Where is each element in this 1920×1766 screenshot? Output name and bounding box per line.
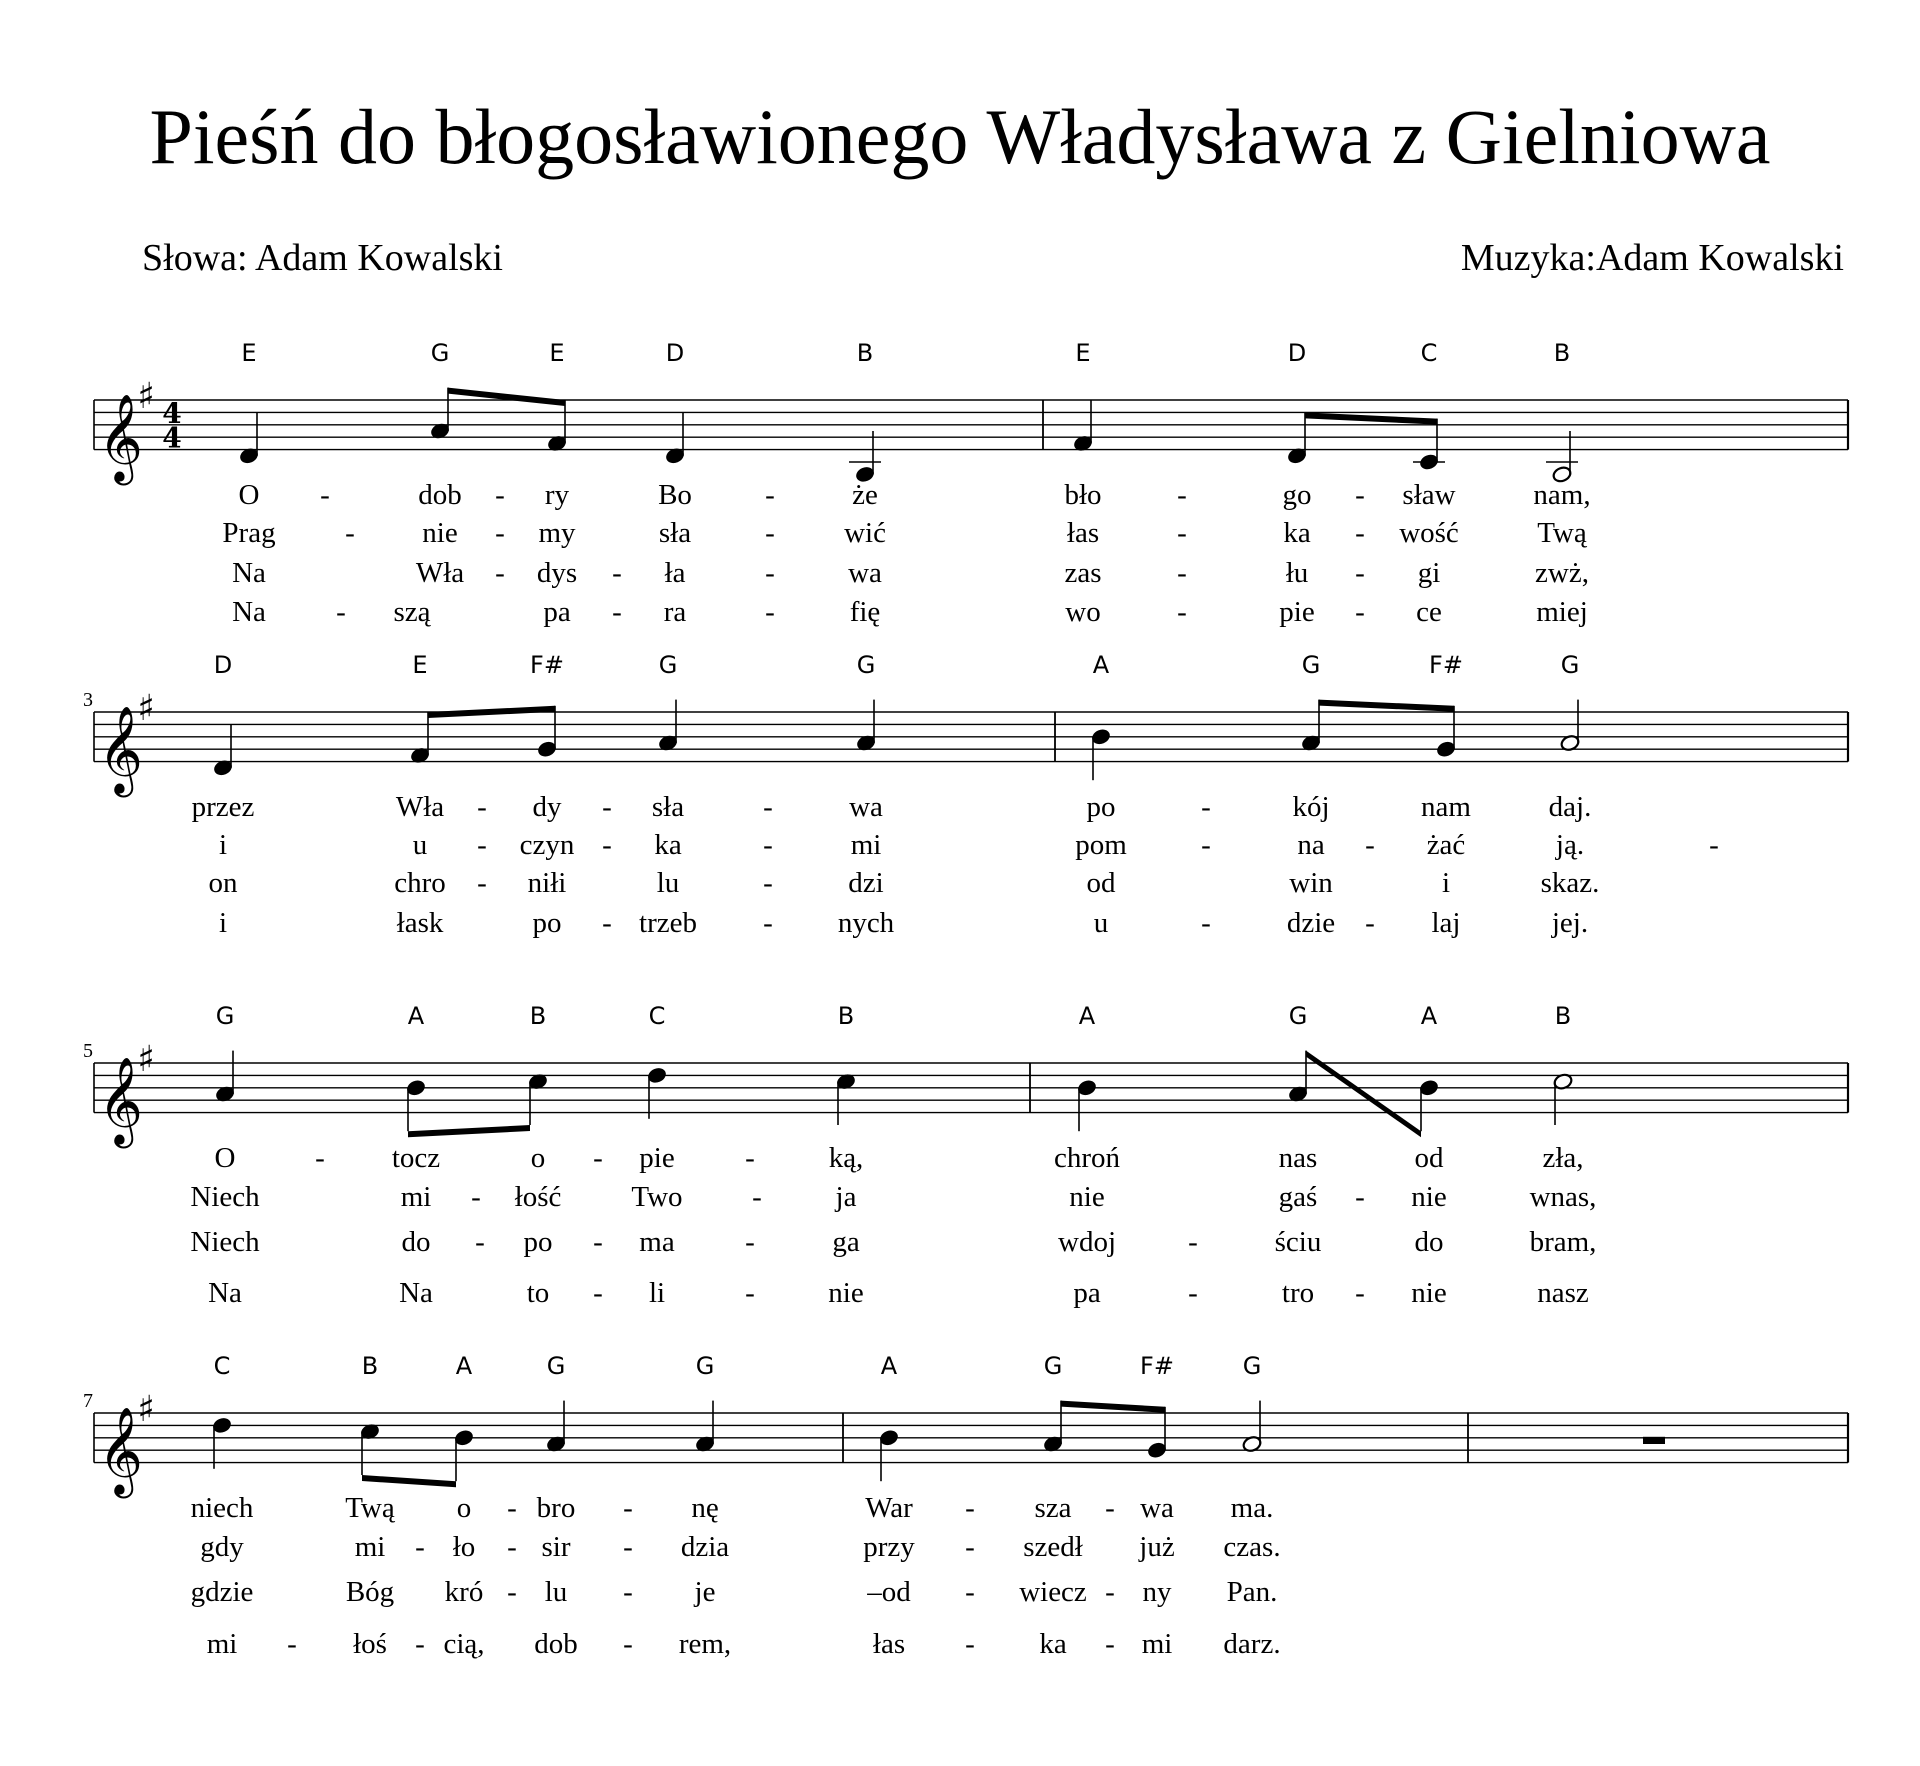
beam xyxy=(1305,412,1437,424)
lyric-syllable: ma. xyxy=(1230,1492,1274,1524)
lyric-syllable: jej. xyxy=(1551,907,1589,939)
lyric-syllable: pa xyxy=(1073,1277,1101,1309)
lyric-syllable: mi xyxy=(850,829,882,861)
lyric-hyphen: - xyxy=(1201,907,1211,939)
chord-symbol: A xyxy=(1420,1002,1438,1030)
lyric-syllable: Wła xyxy=(395,791,445,823)
lyric-hyphen: - xyxy=(593,1142,603,1174)
measure-number: 5 xyxy=(83,1040,93,1062)
lyric-syllable: do xyxy=(401,1226,431,1258)
lyric-syllable: o xyxy=(456,1492,472,1524)
lyric-hyphen: - xyxy=(1188,1277,1198,1309)
lyric-hyphen: - xyxy=(336,596,346,628)
lyric-syllable: po xyxy=(1086,791,1116,823)
lyric-syllable: lu xyxy=(544,1576,568,1608)
measure-number: 3 xyxy=(83,689,93,711)
lyric-hyphen: - xyxy=(623,1628,633,1660)
lyric-hyphen: - xyxy=(745,1226,755,1258)
lyric-hyphen: - xyxy=(415,1531,425,1563)
lyric-syllable: gdzie xyxy=(190,1576,254,1608)
lyric-syllable: po xyxy=(523,1226,553,1258)
lyric-syllable: Niech xyxy=(190,1226,260,1258)
lyric-syllable: zwż, xyxy=(1535,557,1589,589)
chord-symbol: F# xyxy=(1429,651,1463,679)
lyric-syllable: miej xyxy=(1536,596,1588,628)
lyric-syllable: szą xyxy=(393,596,431,628)
lyric-syllable: sław xyxy=(1402,479,1456,511)
chord-symbol: C xyxy=(1420,339,1438,367)
lyric-hyphen: - xyxy=(475,1226,485,1258)
lyric-syllable: kró xyxy=(444,1576,484,1608)
lyric-syllable: u xyxy=(412,829,428,861)
lyric-syllable: win xyxy=(1289,867,1333,899)
lyric-syllable: War xyxy=(865,1492,913,1524)
lyric-hyphen: - xyxy=(495,479,505,511)
lyric-syllable: czas. xyxy=(1223,1531,1281,1563)
treble-clef-icon: 𝄞 xyxy=(98,1055,143,1145)
lyric-syllable: od xyxy=(1086,867,1116,899)
lyric-syllable: bro xyxy=(536,1492,576,1524)
lyric-hyphen: - xyxy=(602,907,612,939)
lyric-syllable: mi xyxy=(400,1181,432,1213)
lyric-syllable: daj. xyxy=(1548,791,1592,823)
chord-symbol: A xyxy=(1078,1002,1096,1030)
lyric-hyphen: - xyxy=(1355,1277,1365,1309)
lyric-syllable: gaś xyxy=(1278,1181,1318,1213)
lyric-syllable: i xyxy=(1441,867,1451,899)
lyric-syllable: ła xyxy=(664,557,686,589)
lyric-syllable: na xyxy=(1297,829,1325,861)
lyric-hyphen: - xyxy=(1177,557,1187,589)
lyric-syllable: pie xyxy=(1279,596,1315,628)
chord-symbol: D xyxy=(665,339,685,367)
lyric-syllable: o xyxy=(530,1142,546,1174)
lyric-syllable: ją. xyxy=(1555,829,1585,861)
lyric-hyphen: - xyxy=(315,1142,325,1174)
lyric-syllable: wa xyxy=(1140,1492,1174,1524)
lyric-hyphen: - xyxy=(507,1531,517,1563)
lyric-syllable: nie xyxy=(1069,1181,1105,1213)
lyric-syllable: li xyxy=(648,1277,666,1309)
lyric-syllable: pa xyxy=(543,596,571,628)
lyric-hyphen: - xyxy=(623,1576,633,1608)
lyric-syllable: nas xyxy=(1278,1142,1318,1174)
lyric-hyphen: - xyxy=(495,517,505,549)
lyric-syllable: Bóg xyxy=(345,1576,395,1608)
lyric-syllable: bło xyxy=(1064,479,1102,511)
lyric-syllable: mi xyxy=(354,1531,386,1563)
lyric-hyphen: - xyxy=(602,829,612,861)
lyric-hyphen: - xyxy=(1177,479,1187,511)
lyric-hyphen: - xyxy=(1355,479,1365,511)
lyric-hyphen: - xyxy=(471,1181,481,1213)
chord-symbol: G xyxy=(430,339,450,367)
lyric-syllable: fię xyxy=(849,596,881,628)
lyric-syllable: szedł xyxy=(1023,1531,1083,1563)
chord-symbol: A xyxy=(1092,651,1110,679)
lyric-hyphen: - xyxy=(623,1531,633,1563)
lyric-syllable: wo xyxy=(1065,596,1101,628)
lyric-syllable: do xyxy=(1414,1226,1444,1258)
lyric-syllable: dys xyxy=(536,557,578,589)
lyric-syllable: nie xyxy=(1411,1181,1447,1213)
chord-symbol: F# xyxy=(530,651,564,679)
lyric-syllable: Twą xyxy=(1537,517,1587,549)
chord-symbol: E xyxy=(241,339,257,367)
lyric-syllable: żać xyxy=(1426,829,1466,861)
lyric-syllable: je xyxy=(694,1576,716,1608)
lyric-syllable: dy xyxy=(532,791,562,823)
lyric-syllable: Na xyxy=(232,557,266,589)
measure-number: 7 xyxy=(83,1390,93,1412)
song-title: Pieśń do błogosławionego Władysława z Gielniowa xyxy=(149,93,1771,180)
lyric-hyphen: - xyxy=(477,829,487,861)
treble-clef-icon: 𝄞 xyxy=(98,1405,143,1495)
lyric-syllable: Prag xyxy=(222,517,276,549)
lyric-syllable: go xyxy=(1282,479,1312,511)
lyric-syllable: pie xyxy=(639,1142,675,1174)
chord-symbol: C xyxy=(213,1352,231,1380)
time-signature-top: 4 xyxy=(162,396,182,430)
lyric-syllable: ry xyxy=(544,479,570,511)
beam xyxy=(428,706,555,718)
chord-symbol: E xyxy=(412,651,428,679)
lyric-syllable: łu xyxy=(1285,557,1309,589)
chord-symbol: G xyxy=(856,651,876,679)
lyric-hyphen: - xyxy=(602,791,612,823)
chord-symbol: G xyxy=(1301,651,1321,679)
lyric-syllable: dzia xyxy=(680,1531,730,1563)
lyric-syllable: trzeb xyxy=(639,907,697,939)
lyric-syllable: u xyxy=(1093,907,1109,939)
lyric-syllable: chro xyxy=(394,867,446,899)
lyric-hyphen: - xyxy=(477,867,487,899)
music-credit: Muzyka:Adam Kowalski xyxy=(1460,237,1844,279)
chord-symbol: G xyxy=(546,1352,566,1380)
lyric-syllable: zła, xyxy=(1542,1142,1584,1174)
lyric-syllable: nam xyxy=(1421,791,1471,823)
half-rest xyxy=(1643,1437,1665,1444)
beam xyxy=(362,1475,456,1487)
lyric-hyphen: - xyxy=(1365,907,1375,939)
lyric-hyphen: - xyxy=(345,517,355,549)
chord-symbol: E xyxy=(549,339,565,367)
lyric-syllable: ka xyxy=(1039,1628,1067,1660)
lyric-syllable: dzie xyxy=(1286,907,1336,939)
chord-symbol: G xyxy=(695,1352,715,1380)
lyric-syllable: Na xyxy=(399,1277,433,1309)
lyric-syllable: wnas, xyxy=(1529,1181,1597,1213)
lyric-syllable: już xyxy=(1139,1531,1175,1563)
lyric-hyphen: - xyxy=(1365,829,1375,861)
lyric-syllable: to xyxy=(526,1277,550,1309)
lyric-hyphen: - xyxy=(965,1531,975,1563)
lyric-hyphen: - xyxy=(593,1226,603,1258)
lyric-syllable: ka xyxy=(1283,517,1311,549)
lyric-syllable: ce xyxy=(1416,596,1442,628)
chord-symbol: G xyxy=(1560,651,1580,679)
lyric-hyphen: - xyxy=(765,596,775,628)
chord-symbol: B xyxy=(1554,1002,1572,1030)
lyric-syllable: Niech xyxy=(190,1181,260,1213)
lyric-syllable: laj xyxy=(1431,907,1461,939)
lyric-syllable: Na xyxy=(232,596,266,628)
lyric-hyphen: - xyxy=(965,1576,975,1608)
lyric-syllable: wdoj xyxy=(1058,1226,1116,1258)
lyric-syllable: nam, xyxy=(1533,479,1591,511)
sharp-icon: ♯ xyxy=(137,376,155,417)
lyric-syllable: łas xyxy=(872,1628,906,1660)
beam xyxy=(1061,1401,1165,1413)
lyric-hyphen: - xyxy=(1355,557,1365,589)
lyric-syllable: nę xyxy=(691,1492,719,1524)
beam xyxy=(448,388,565,406)
lyric-hyphen: - xyxy=(1355,596,1365,628)
lyric-syllable: Pan. xyxy=(1226,1576,1278,1608)
lyric-hyphen: - xyxy=(1355,1181,1365,1213)
lyric-syllable: wość xyxy=(1399,517,1459,549)
lyric-syllable: –od xyxy=(867,1576,911,1608)
treble-clef-icon: 𝄞 xyxy=(98,704,143,794)
lyric-hyphen: - xyxy=(765,517,775,549)
lyric-hyphen: - xyxy=(415,1628,425,1660)
lyric-hyphen: - xyxy=(507,1576,517,1608)
sharp-icon: ♯ xyxy=(137,688,155,729)
lyric-syllable: łas xyxy=(1066,517,1100,549)
lyric-syllable: sła xyxy=(658,517,692,549)
lyric-hyphen: - xyxy=(1188,1226,1198,1258)
lyric-syllable: bram, xyxy=(1529,1226,1597,1258)
chord-symbol: A xyxy=(880,1352,898,1380)
lyric-syllable: darz. xyxy=(1223,1628,1281,1660)
lyric-syllable: przez xyxy=(191,791,255,823)
lyric-syllable: ja xyxy=(835,1181,857,1213)
chord-symbol: F# xyxy=(1140,1352,1174,1380)
lyric-syllable: niech xyxy=(190,1492,254,1524)
lyric-syllable: mi xyxy=(206,1628,238,1660)
lyric-syllable: ka xyxy=(654,829,682,861)
lyric-syllable: od xyxy=(1414,1142,1444,1174)
chord-symbol: E xyxy=(1075,339,1091,367)
lyric-hyphen: - xyxy=(1355,517,1365,549)
lyric-hyphen: - xyxy=(477,791,487,823)
lyric-syllable: lu xyxy=(656,867,680,899)
lyric-hyphen: - xyxy=(507,1492,517,1524)
lyric-syllable: rem, xyxy=(678,1628,732,1660)
lyric-hyphen: - xyxy=(763,907,773,939)
lyric-hyphen: - xyxy=(612,557,622,589)
beam xyxy=(1319,700,1454,712)
lyric-syllable: ma xyxy=(639,1226,675,1258)
lyric-hyphen: - xyxy=(745,1277,755,1309)
lyric-syllable: sza xyxy=(1034,1492,1072,1524)
lyric-hyphen: - xyxy=(1177,517,1187,549)
beam xyxy=(408,1125,530,1137)
chord-symbol: G xyxy=(1043,1352,1063,1380)
lyric-hyphen: - xyxy=(965,1492,975,1524)
chord-symbol: G xyxy=(215,1002,235,1030)
chord-symbol: D xyxy=(213,651,233,679)
chord-symbol: A xyxy=(455,1352,473,1380)
lyric-hyphen: - xyxy=(1177,596,1187,628)
lyric-syllable: Twą xyxy=(345,1492,395,1524)
time-signature-bottom: 4 xyxy=(162,421,182,455)
lyric-syllable: my xyxy=(538,517,576,549)
chord-symbol: G xyxy=(658,651,678,679)
lyric-syllable: O xyxy=(238,479,260,511)
treble-clef-icon: 𝄞 xyxy=(98,392,143,482)
lyric-syllable: wa xyxy=(849,791,883,823)
lyric-syllable: ło xyxy=(452,1531,476,1563)
lyrics-credit: Słowa: Adam Kowalski xyxy=(142,237,503,279)
lyric-syllable: O xyxy=(214,1142,236,1174)
lyric-syllable: nasz xyxy=(1537,1277,1589,1309)
lyric-syllable: nie xyxy=(1411,1277,1447,1309)
lyric-syllable: przy xyxy=(863,1531,915,1563)
lyric-syllable: wa xyxy=(848,557,882,589)
lyric-syllable: tocz xyxy=(391,1142,441,1174)
lyric-hyphen: - xyxy=(287,1628,297,1660)
lyric-syllable: gi xyxy=(1417,557,1441,589)
lyric-syllable: mi xyxy=(1141,1628,1173,1660)
lyric-syllable: ką, xyxy=(828,1142,864,1174)
lyric-hyphen: - xyxy=(763,791,773,823)
chord-symbol: B xyxy=(1553,339,1571,367)
lyric-syllable: kój xyxy=(1292,791,1330,823)
lyric-hyphen: - xyxy=(765,479,775,511)
lyric-syllable: i xyxy=(218,829,228,861)
lyric-syllable: Bo xyxy=(658,479,692,511)
chord-symbol: D xyxy=(1287,339,1307,367)
lyric-hyphen: - xyxy=(752,1181,762,1213)
lyric-hyphen: - xyxy=(593,1277,603,1309)
lyric-hyphen: - xyxy=(1709,829,1719,861)
lyric-syllable: Wła xyxy=(415,557,465,589)
lyric-syllable: zas xyxy=(1064,557,1102,589)
chord-symbol: B xyxy=(361,1352,379,1380)
lyric-syllable: dob xyxy=(534,1628,578,1660)
lyric-syllable: łość xyxy=(514,1181,562,1213)
sharp-icon: ♯ xyxy=(137,1039,155,1080)
lyric-hyphen: - xyxy=(763,867,773,899)
lyric-syllable: i xyxy=(218,907,228,939)
lyric-syllable: Na xyxy=(208,1277,242,1309)
lyric-syllable: czyn xyxy=(519,829,575,861)
lyric-syllable: wiecz xyxy=(1019,1576,1087,1608)
lyric-hyphen: - xyxy=(1105,1492,1115,1524)
lyric-hyphen: - xyxy=(1105,1576,1115,1608)
lyric-hyphen: - xyxy=(1201,829,1211,861)
lyric-hyphen: - xyxy=(623,1492,633,1524)
chord-symbol: B xyxy=(529,1002,547,1030)
chord-symbol: A xyxy=(407,1002,425,1030)
lyric-syllable: pom xyxy=(1075,829,1127,861)
lyric-syllable: łask xyxy=(396,907,444,939)
lyric-hyphen: - xyxy=(612,596,622,628)
lyric-syllable: ściu xyxy=(1274,1226,1322,1258)
lyric-syllable: skaz. xyxy=(1540,867,1600,899)
lyric-syllable: niłi xyxy=(527,867,567,899)
chord-symbol: G xyxy=(1242,1352,1262,1380)
chord-symbol: B xyxy=(837,1002,855,1030)
chord-symbol: G xyxy=(1288,1002,1308,1030)
lyric-syllable: dob xyxy=(418,479,462,511)
lyric-syllable: po xyxy=(532,907,562,939)
lyric-hyphen: - xyxy=(765,557,775,589)
lyric-syllable: ga xyxy=(832,1226,860,1258)
lyric-syllable: dzi xyxy=(848,867,884,899)
lyric-hyphen: - xyxy=(1105,1628,1115,1660)
lyric-hyphen: - xyxy=(965,1628,975,1660)
lyric-syllable: nie xyxy=(422,517,458,549)
lyric-hyphen: - xyxy=(745,1142,755,1174)
lyric-syllable: on xyxy=(208,867,238,899)
lyric-hyphen: - xyxy=(495,557,505,589)
lyric-syllable: wić xyxy=(844,517,886,549)
lyric-hyphen: - xyxy=(320,479,330,511)
lyric-hyphen: - xyxy=(1201,791,1211,823)
lyric-syllable: ra xyxy=(663,596,687,628)
lyric-syllable: ny xyxy=(1142,1576,1172,1608)
lyric-syllable: nie xyxy=(828,1277,864,1309)
lyric-syllable: gdy xyxy=(200,1531,244,1563)
lyric-syllable: chroń xyxy=(1053,1142,1121,1174)
lyric-syllable: że xyxy=(852,479,878,511)
lyric-syllable: cią, xyxy=(443,1628,485,1660)
lyric-syllable: sir xyxy=(541,1531,571,1563)
lyric-syllable: łoś xyxy=(353,1628,387,1660)
chord-symbol: C xyxy=(648,1002,666,1030)
lyric-hyphen: - xyxy=(763,829,773,861)
sharp-icon: ♯ xyxy=(137,1389,155,1430)
lyric-syllable: nych xyxy=(837,907,895,939)
lyric-syllable: tro xyxy=(1281,1277,1315,1309)
lyric-syllable: sła xyxy=(651,791,685,823)
lyric-syllable: Two xyxy=(631,1181,683,1213)
chord-symbol: B xyxy=(856,339,874,367)
